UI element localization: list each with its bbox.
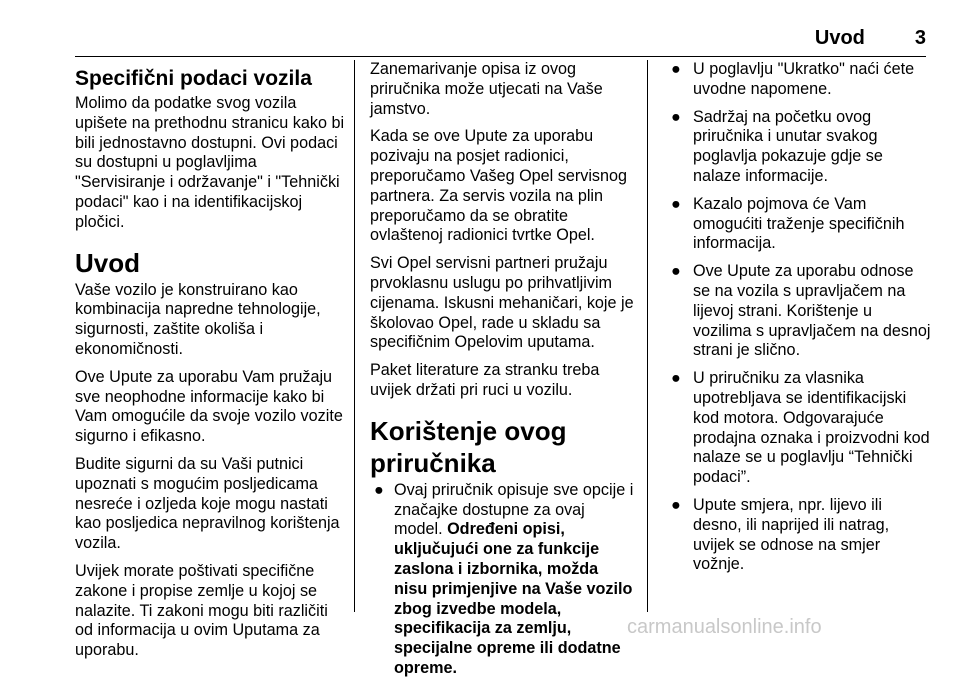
paragraph: Paket literature za stranku treba uvijek držati pri ruci u vozilu. — [370, 361, 600, 399]
bullet-icon: ● — [671, 262, 681, 281]
bullet-text: U priručniku za vlasnika upotrebljava se identifikacijski kod motora. Odgovarajuće prodajna oznaka i proizvodni kod nalaze se u poglavlju “Tehnički podaci”. — [693, 369, 930, 487]
header-rule — [75, 56, 926, 57]
column-3 — [665, 60, 933, 583]
list-item — [665, 60, 933, 100]
paragraph: Ove Upute za uporabu Vam pružaju sve neophodne informacije kako bi Vam omogućile da svoje vozilo vozite sigurno i efikasno. — [75, 367, 343, 446]
bullet-icon: ● — [671, 495, 681, 514]
bullet-text: Upute smjera, npr. lijevo ili desno, ili naprijed ili natrag, uvijek se odnose na smjer vožnje. — [693, 495, 890, 574]
list-item — [665, 369, 933, 488]
column-2 — [370, 60, 635, 687]
list-item — [665, 262, 933, 361]
paragraph: Budite sigurni da su Vaši putnici upoznati s mogućim posljedicama nesreće i ozljeda koje mogu nastati kao posljedica nepravilnog korištenja vozila. — [75, 454, 340, 553]
page-header — [815, 27, 926, 50]
list-item — [665, 496, 933, 575]
paragraph-vehicle-data: Molimo da podatke svog vozila upišete na prethodnu stranicu kako bi bili jednostavno dostupni. Ovi podaci su dostupni u poglavljima "Servisiranje i održavanje" i "Tehnički podaci" kao i na identifikacijskoj pločici. — [75, 94, 345, 231]
column-divider-1 — [354, 60, 355, 612]
paragraph: Zanemarivanje opisa iz ovog priručnika može utjecati na Vaše jamstvo. — [370, 60, 603, 118]
bullet-text: Ove Upute za uporabu odnose se na vozila s upravljačem na lijevoj strani. Korištenje u vozilima s upravljačem na desnoj strani je slično. — [693, 262, 931, 360]
bullet-bold-text: Određeni opisi, uključujući one za funkcije zaslona i izbornika, možda nisu primjenjive na Vaše vozilo zbog izvedbe modela, specifikacija za zemlju, specijalne opreme ili dodatne opreme. — [394, 520, 633, 677]
bullet-icon: ● — [671, 60, 681, 78]
bullet-text: Kazalo pojmova će Vam omogućiti traženje specifičnih informacija. — [693, 194, 905, 253]
header-title: Uvod — [814, 27, 865, 49]
bullet-text: U poglavlju "Ukratko" naći ćete uvodne napomene. — [693, 60, 915, 98]
column-divider-2 — [647, 60, 648, 612]
bullet-text: Sadržaj na početku ovog priručnika i unutar svakog poglavlja pokazuje gdje se nalaze informacije. — [693, 107, 883, 185]
paragraph: Vaše vozilo je konstruirano kao kombinacija napredne tehnologije, sigurnosti, zaštite okoliša i ekonomičnosti. — [75, 280, 321, 358]
paragraph: Svi Opel servisni partneri pružaju prvoklasnu uslugu po prihvatljivim cijenama. Iskusni mehaničari, koje je školovao Opel, rade u skladu sa specifičnim Opelovim uputama. — [370, 254, 634, 352]
heading-vehicle-data: Specifični podaci vozila — [75, 67, 312, 90]
bullet-list — [370, 481, 635, 679]
page-number: 3 — [914, 27, 926, 49]
list-item — [665, 108, 933, 187]
bullet-icon: ● — [671, 369, 681, 388]
bullet-icon: ● — [671, 107, 681, 126]
heading-using-manual: Korištenje ovog priručnika — [370, 415, 567, 478]
paragraph: Kada se ove Upute za uporabu pozivaju na posjet radionici, preporučamo Vašeg Opel servisnog partnera. Za servis vozila na plin preporučamo da se obratite ovlaštenoj radionici tvrtke Opel. — [370, 127, 628, 245]
bullet-text: Ovaj priručnik opisuje sve opcije i značajke dostupne za ovaj model. — [394, 480, 634, 539]
column-1 — [75, 60, 345, 669]
paragraph: Uvijek morate poštivati specifične zakone i propise zemlje u kojoj se nalazite. Ti zakoni mogu biti različiti od informacija u ovim Uputama za uporabu. — [75, 561, 328, 660]
list-item — [665, 195, 933, 254]
bullet-list — [665, 60, 933, 575]
watermark: carmanualsonline.info — [627, 616, 822, 638]
bullet-icon: ● — [671, 194, 681, 213]
list-item — [370, 481, 635, 679]
bullet-icon: ● — [374, 480, 384, 499]
heading-uvod: Uvod — [75, 247, 140, 278]
